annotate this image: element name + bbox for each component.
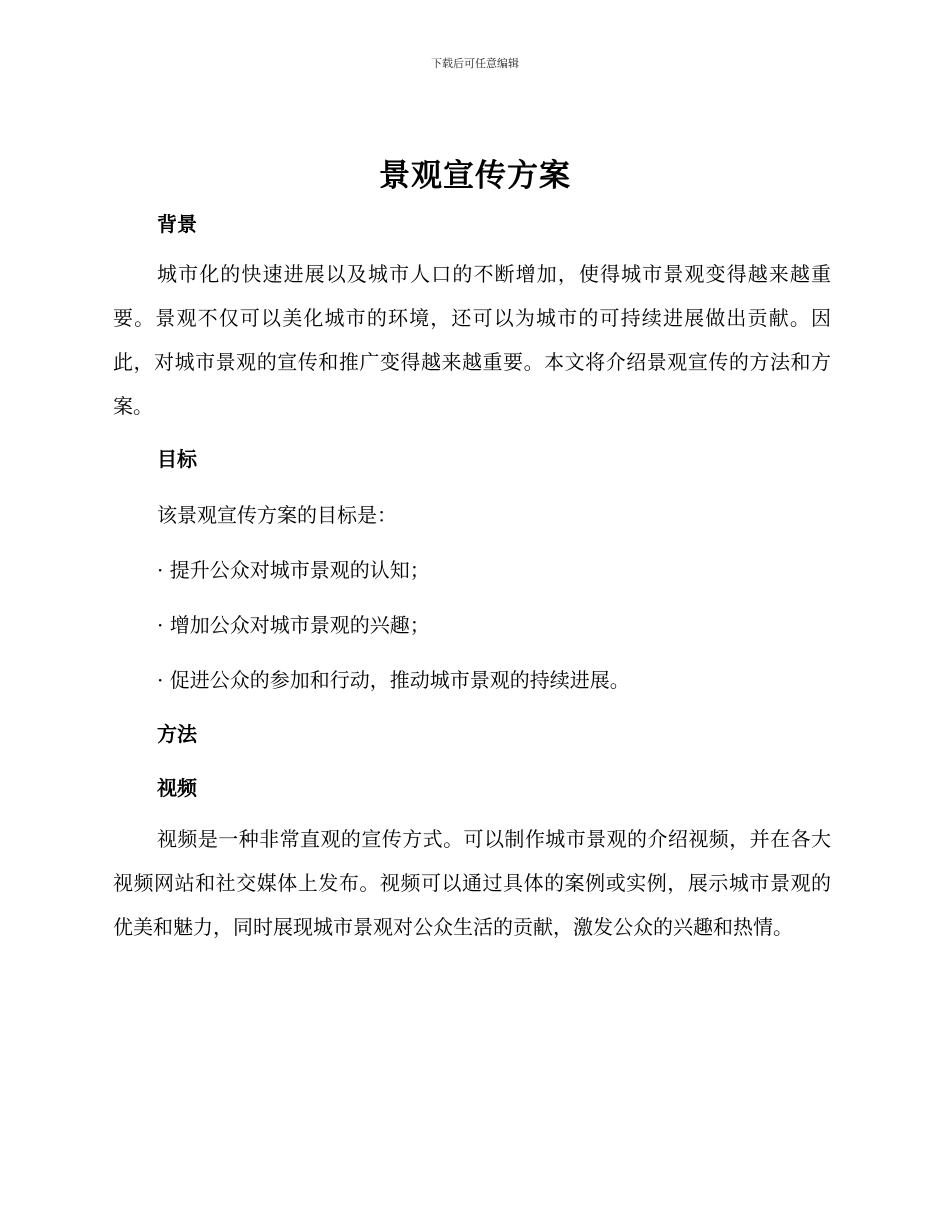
goal-item-3: · 促进公众的参加和行动，推动城市景观的持续进展。	[157, 668, 630, 692]
header-note: 下载后可任意编辑	[431, 57, 519, 70]
section-heading-methods: 方法	[157, 722, 197, 746]
background-paragraph: 城市化的快速进展以及城市人口的不断增加，使得城市景观变得越来越重要。景观不仅可以美化城市的环境，还可以为城市的可持续进展做出贡献。因此，对城市景观的宣传和推广变得越来越重要。本文将介绍景观宣传的方法和方案。	[113, 262, 831, 418]
section-heading-goals: 目标	[157, 447, 197, 471]
document-title: 景观宣传方案	[379, 158, 571, 194]
video-paragraph: 视频是一种非常直观的宣传方式。可以制作城市景观的介绍视频，并在各大视频网站和社交媒体上发布。视频可以通过具体的案例或实例，展示城市景观的优美和魅力，同时展现城市景观对公众生活的贡献，激发公众的兴趣和热情。	[113, 827, 831, 939]
subsection-heading-video: 视频	[157, 776, 197, 800]
goals-intro: 该景观宣传方案的目标是：	[157, 503, 397, 527]
goal-item-2: · 增加公众对城市景观的兴趣；	[157, 613, 430, 637]
goal-item-1: · 提升公众对城市景观的认知；	[157, 558, 430, 582]
section-heading-background: 背景	[157, 212, 197, 236]
